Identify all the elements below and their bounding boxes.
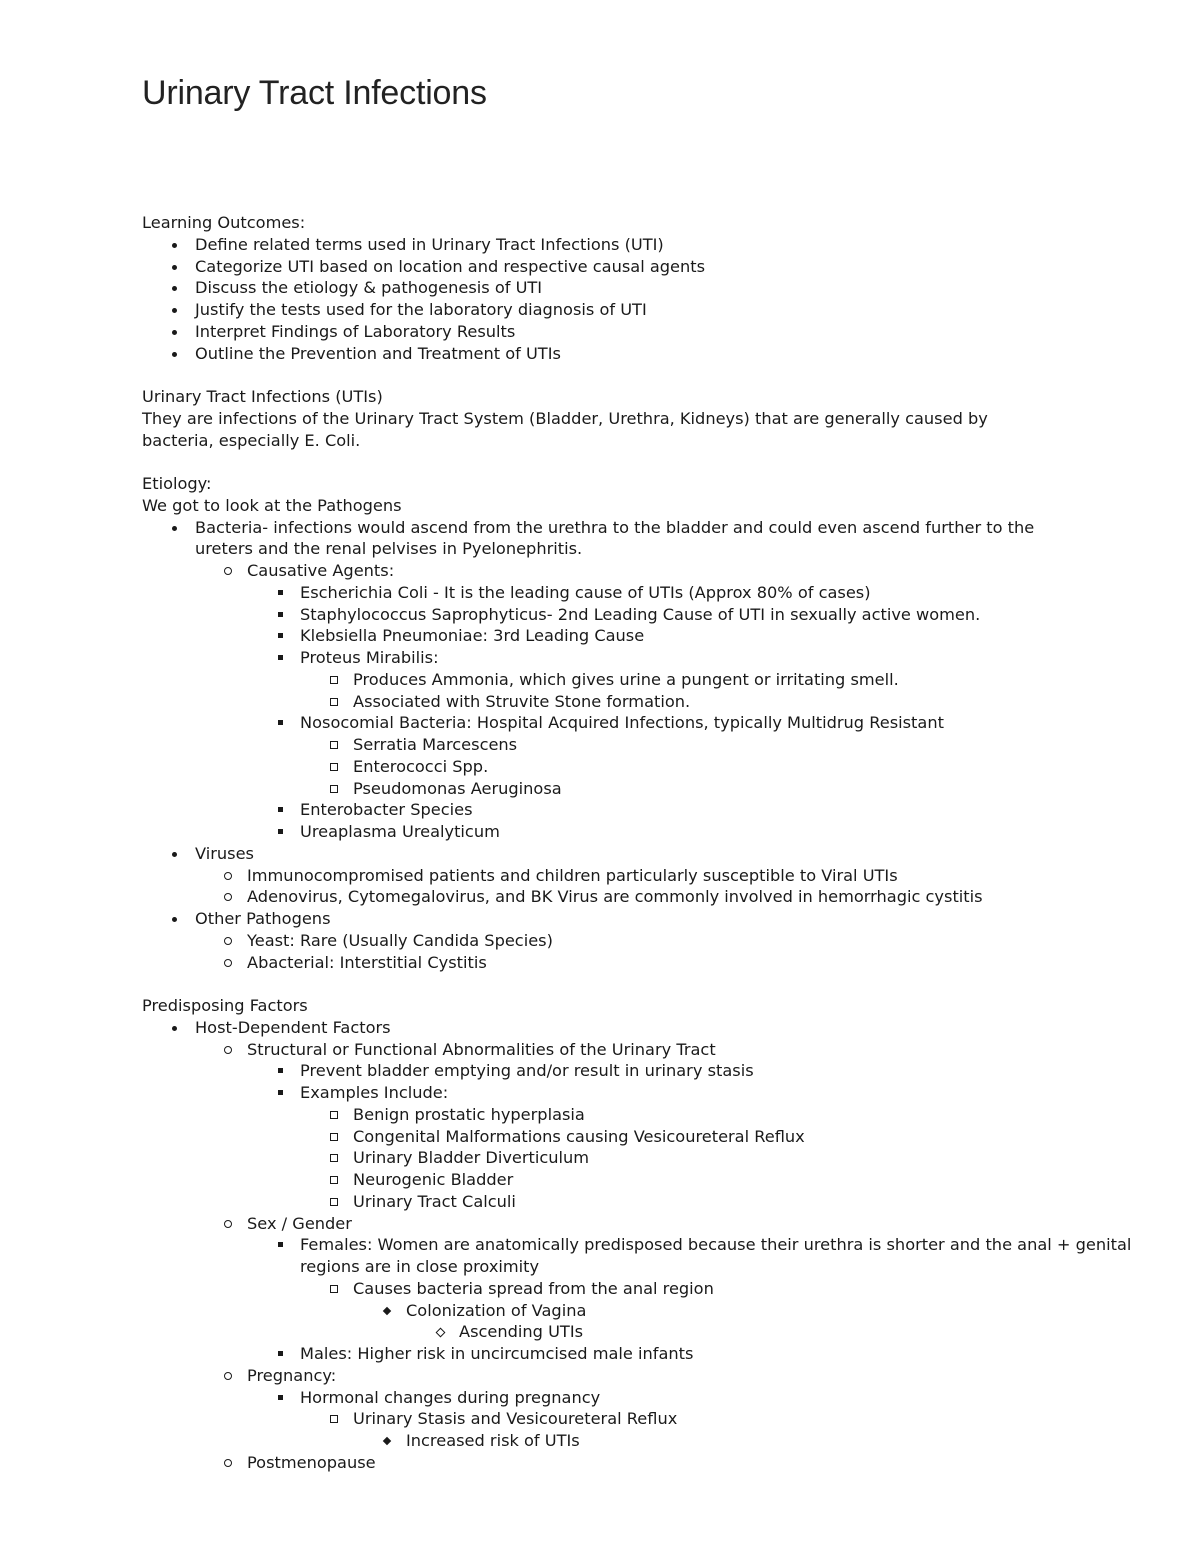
list-item: Yeast: Rare (Usually Candida Species) — [247, 930, 553, 950]
list-item: Females: Women are anatomically predisposed because their urethra is shorter and the anal + genital regions are in close proximity — [300, 1235, 1132, 1276]
list-item: Colonization of Vagina — [406, 1300, 587, 1320]
uti-definition: They are infections of the Urinary Tract System (Bladder, Urethra, Kidneys) that are generally caused by bacteria, especially E. Coli. — [142, 408, 988, 450]
uti-heading: Urinary Tract Infections (UTIs) — [142, 387, 383, 406]
list-item: Increased risk of UTIs — [406, 1431, 580, 1450]
list-item: Urinary Tract Calculi — [353, 1191, 516, 1211]
list-item-other-pathogens: Other Pathogens — [195, 909, 331, 928]
list-item: Causes bacteria spread from the anal region — [353, 1278, 714, 1298]
list-item: Hormonal changes during pregnancy — [300, 1387, 601, 1407]
list-item: Enterococci Spp. — [353, 756, 489, 776]
list-item-host-factors: Host-Dependent Factors — [195, 1017, 391, 1037]
list-item-bacteria: Bacteria- infections would ascend from the urethra to the bladder and could even ascend further to the ureters and the renal pelvises in Pyelonephritis. — [195, 517, 1035, 559]
list-item: Postmenopause — [247, 1452, 376, 1472]
list-item: Associated with Struvite Stone formation. — [353, 691, 691, 711]
list-item: Pregnancy: — [247, 1365, 337, 1385]
list-item: Outline the Prevention and Treatment of UTIs — [195, 343, 561, 363]
list-item: Define related terms used in Urinary Tract Infections (UTI) — [195, 234, 664, 254]
list-item: Adenovirus, Cytomegalovirus, and BK Virus are commonly involved in hemorrhagic cystitis — [247, 887, 983, 907]
list-item: Immunocompromised patients and children particularly susceptible to Viral UTIs — [247, 865, 898, 885]
document-body — [142, 212, 1132, 1474]
list-item: Nosocomial Bacteria: Hospital Acquired Infections, typically Multidrug Resistant — [300, 713, 944, 733]
list-item: Males: Higher risk in uncircumcised male infants — [300, 1344, 694, 1363]
list-item: Staphylococcus Saprophyticus- 2nd Leading Cause of UTI in sexually active women. — [300, 604, 981, 624]
list-item: Produces Ammonia, which gives urine a pungent or irritating smell. — [353, 669, 899, 689]
list-item: Neurogenic Bladder — [353, 1170, 514, 1189]
list-item: Abacterial: Interstitial Cystitis — [247, 952, 487, 972]
list-item: Prevent bladder emptying and/or result in urinary stasis — [300, 1061, 754, 1081]
predisposing-heading: Predisposing Factors — [142, 996, 308, 1015]
list-item: Pseudomonas Aeruginosa — [353, 778, 562, 798]
list-item: Structural or Functional Abnormalities of the Urinary Tract — [247, 1039, 716, 1059]
list-item: Urinary Bladder Diverticulum — [353, 1148, 590, 1168]
list-item: Ascending UTIs — [459, 1322, 584, 1342]
page-title: Urinary Tract Infections — [142, 74, 487, 112]
list-item: Urinary Stasis and Vesicoureteral Reflux — [353, 1409, 678, 1429]
list-item: Interpret Findings of Laboratory Results — [195, 321, 516, 341]
list-item: Sex / Gender — [247, 1213, 352, 1233]
list-item: Ureaplasma Urealyticum — [300, 822, 500, 841]
etiology-intro: We got to look at the Pathogens — [142, 495, 402, 515]
list-item: Examples Include: — [300, 1083, 449, 1102]
learning-outcomes-heading: Learning Outcomes: — [142, 213, 306, 232]
list-item: Justify the tests used for the laboratory diagnosis of UTI — [195, 300, 647, 319]
list-item: Benign prostatic hyperplasia — [353, 1104, 585, 1124]
list-item-causative-agents: Causative Agents: — [247, 561, 395, 580]
list-item: Escherichia Coli - It is the leading cause of UTIs (Approx 80% of cases) — [300, 582, 871, 602]
list-item: Categorize UTI based on location and respective causal agents — [195, 256, 706, 276]
list-item: Enterobacter Species — [300, 800, 473, 820]
etiology-heading: Etiology: — [142, 474, 212, 493]
list-item: Klebsiella Pneumoniae: 3rd Leading Cause — [300, 626, 645, 646]
list-item: Discuss the etiology & pathogenesis of UTI — [195, 278, 543, 298]
list-item: Serratia Marcescens — [353, 735, 518, 754]
list-item-viruses: Viruses — [195, 843, 254, 863]
list-item: Proteus Mirabilis: — [300, 648, 439, 667]
list-item: Congenital Malformations causing Vesicoureteral Reflux — [353, 1126, 805, 1146]
